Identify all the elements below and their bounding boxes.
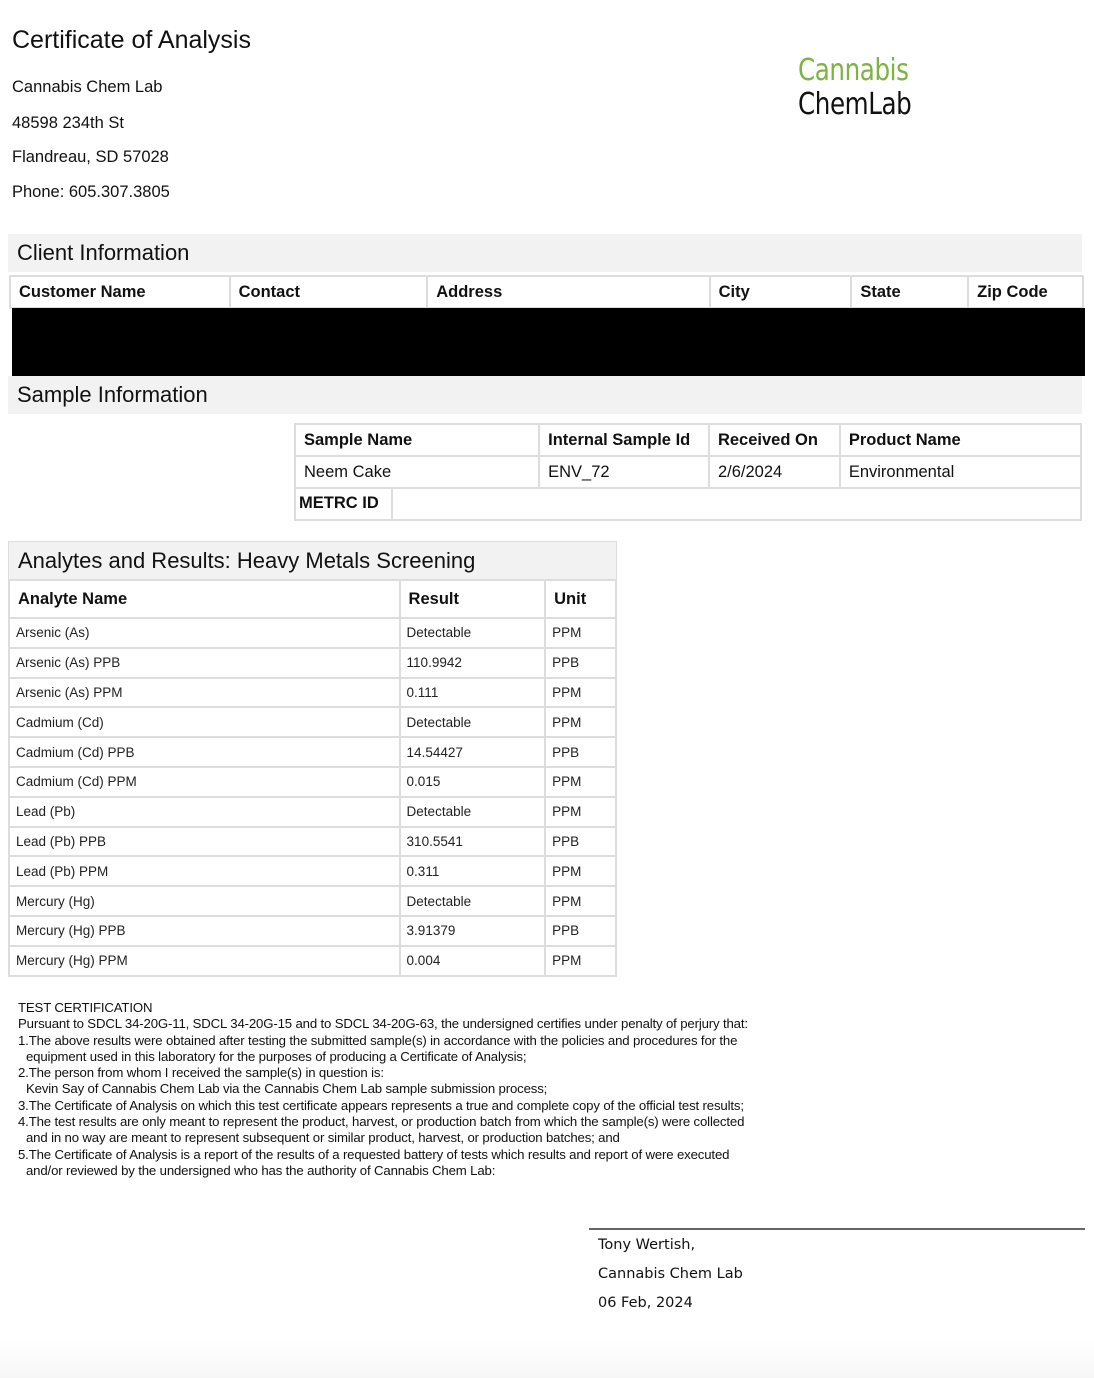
certification-line: and in no way are meant to represent subsequent or similar product, harvest, or production batches; and [26, 1130, 620, 1146]
certification-line: and/or reviewed by the undersigned who has the authority of Cannabis Chem Lab: [26, 1162, 496, 1178]
redacted-client-row [12, 308, 1085, 376]
column-header-product-name: Product Name [840, 424, 1081, 456]
analyte-result-cell: Detectable [400, 886, 546, 916]
analyte-row [9, 648, 616, 678]
lab-phone: Phone: 605.307.3805 [12, 183, 170, 201]
analyte-unit-cell: PPM [545, 678, 616, 708]
metrc-id-row [294, 488, 1082, 521]
analyte-name-cell: Lead (Pb) PPB [9, 827, 400, 857]
lab-street-address: 48598 234th St [12, 114, 124, 132]
product-name-value: Environmental [840, 456, 1081, 488]
column-header-city: City [710, 276, 852, 308]
certification-heading: TEST CERTIFICATION [18, 1000, 153, 1015]
analyte-row [9, 797, 616, 827]
sample-table-row [295, 456, 1081, 488]
client-table-header-row [10, 276, 1083, 308]
analyte-unit-cell: PPM [545, 797, 616, 827]
page-title: Certificate of Analysis [12, 26, 251, 54]
client-information-header: Client Information [8, 234, 1082, 272]
internal-sample-id-value: ENV_72 [539, 456, 709, 488]
analyte-name-cell: Arsenic (As) PPM [9, 678, 400, 708]
analytes-results-table [8, 579, 617, 977]
analyte-row [9, 827, 616, 857]
column-header-address: Address [427, 276, 709, 308]
analyte-row [9, 916, 616, 946]
lab-city-state-zip: Flandreau, SD 57028 [12, 148, 169, 166]
analyte-result-cell: Detectable [400, 707, 546, 737]
analyte-row [9, 946, 616, 976]
analyte-unit-cell: PPM [545, 707, 616, 737]
received-on-value: 2/6/2024 [709, 456, 840, 488]
signature-line [589, 1228, 1085, 1230]
column-header-sample-name: Sample Name [295, 424, 539, 456]
sample-name-value: Neem Cake [295, 456, 539, 488]
analyte-result-cell: Detectable [400, 797, 546, 827]
analyte-name-cell: Cadmium (Cd) PPB [9, 737, 400, 767]
analyte-unit-cell: PPM [545, 856, 616, 886]
analyte-result-cell: 0.311 [400, 856, 546, 886]
analyte-unit-cell: PPM [545, 767, 616, 797]
page-bottom-shade [0, 1340, 1094, 1378]
certification-line: 1.The above results were obtained after testing the submitted sample(s) in accordance with the policies and procedures for the [18, 1032, 738, 1048]
analyte-unit-cell: PPM [545, 618, 616, 648]
certification-line: Kevin Say of Cannabis Chem Lab via the Cannabis Chem Lab sample submission process; [26, 1081, 548, 1097]
sample-information-header: Sample Information [8, 376, 1082, 414]
column-header-state: State [851, 276, 968, 308]
certification-statements [18, 1033, 858, 1180]
certification-intro: Pursuant to SDCL 34-20G-11, SDCL 34-20G-15 and to SDCL 34-20G-63, the undersigned certifies under penalty of perjury that: [18, 1016, 748, 1032]
analyte-name-cell: Arsenic (As) PPB [9, 648, 400, 678]
test-certification [18, 1000, 858, 1179]
analyte-name-cell: Mercury (Hg) [9, 886, 400, 916]
analyte-row [9, 737, 616, 767]
analyte-name-cell: Mercury (Hg) PPM [9, 946, 400, 976]
metrc-id-label: METRC ID [296, 488, 393, 519]
analyte-name-cell: Lead (Pb) [9, 797, 400, 827]
analyte-unit-cell: PPB [545, 648, 616, 678]
analyte-row [9, 856, 616, 886]
analyte-result-cell: 0.004 [400, 946, 546, 976]
analyte-row [9, 618, 616, 648]
column-header-unit: Unit [545, 580, 616, 618]
signature-date: 06 Feb, 2024 [598, 1295, 693, 1311]
column-header-received-on: Received On [709, 424, 840, 456]
certification-line: 5.The Certificate of Analysis is a report of the results of a requested battery of tests which results and report of were executed [18, 1146, 730, 1162]
column-header-internal-sample-id: Internal Sample Id [539, 424, 709, 456]
column-header-result: Result [400, 580, 546, 618]
client-information-table [9, 275, 1084, 309]
analyte-result-cell: 3.91379 [400, 916, 546, 946]
signer-organization: Cannabis Chem Lab [598, 1266, 743, 1282]
analyte-unit-cell: PPB [545, 737, 616, 767]
logo-line-chemlab: ChemLab [798, 87, 912, 122]
analyte-unit-cell: PPB [545, 827, 616, 857]
certification-line: 4.The test results are only meant to represent the product, harvest, or production batch from which the sample(s) were collected [18, 1114, 745, 1130]
analyte-name-cell: Cadmium (Cd) PPM [9, 767, 400, 797]
analyte-name-cell: Mercury (Hg) PPB [9, 916, 400, 946]
analyte-name-cell: Arsenic (As) [9, 618, 400, 648]
certification-line: 2.The person from whom I received the sample(s) in question is: [18, 1065, 384, 1081]
analyte-result-cell: Detectable [400, 618, 546, 648]
analyte-result-cell: 14.54427 [400, 737, 546, 767]
lab-name: Cannabis Chem Lab [12, 78, 163, 96]
certification-line: 3.The Certificate of Analysis on which this test certificate appears represents a true and complete copy of the official test results; [18, 1097, 744, 1113]
sample-table-header-row [295, 424, 1081, 456]
analyte-row [9, 678, 616, 708]
column-header-analyte-name: Analyte Name [9, 580, 400, 618]
analyte-result-cell: 0.111 [400, 678, 546, 708]
signer-name: Tony Wertish, [598, 1237, 696, 1253]
column-header-customer-name: Customer Name [10, 276, 230, 308]
analyte-unit-cell: PPM [545, 886, 616, 916]
analyte-row [9, 886, 616, 916]
analyte-result-cell: 110.9942 [400, 648, 546, 678]
analyte-row [9, 767, 616, 797]
analytes-table-header-row [9, 580, 616, 618]
analyte-result-cell: 0.015 [400, 767, 546, 797]
analyte-unit-cell: PPM [545, 946, 616, 976]
company-logo [798, 53, 912, 122]
sample-information-table [294, 423, 1082, 489]
analyte-name-cell: Lead (Pb) PPM [9, 856, 400, 886]
column-header-zip-code: Zip Code [968, 276, 1083, 308]
column-header-contact: Contact [230, 276, 428, 308]
logo-line-cannabis: Cannabis [798, 53, 909, 88]
analyte-name-cell: Cadmium (Cd) [9, 707, 400, 737]
analytes-results-header: Analytes and Results: Heavy Metals Screening [8, 541, 617, 579]
analyte-result-cell: 310.5541 [400, 827, 546, 857]
certification-line: equipment used in this laboratory for the purposes of producing a Certificate of Analysis; [26, 1048, 527, 1064]
analyte-row [9, 707, 616, 737]
analyte-unit-cell: PPB [545, 916, 616, 946]
